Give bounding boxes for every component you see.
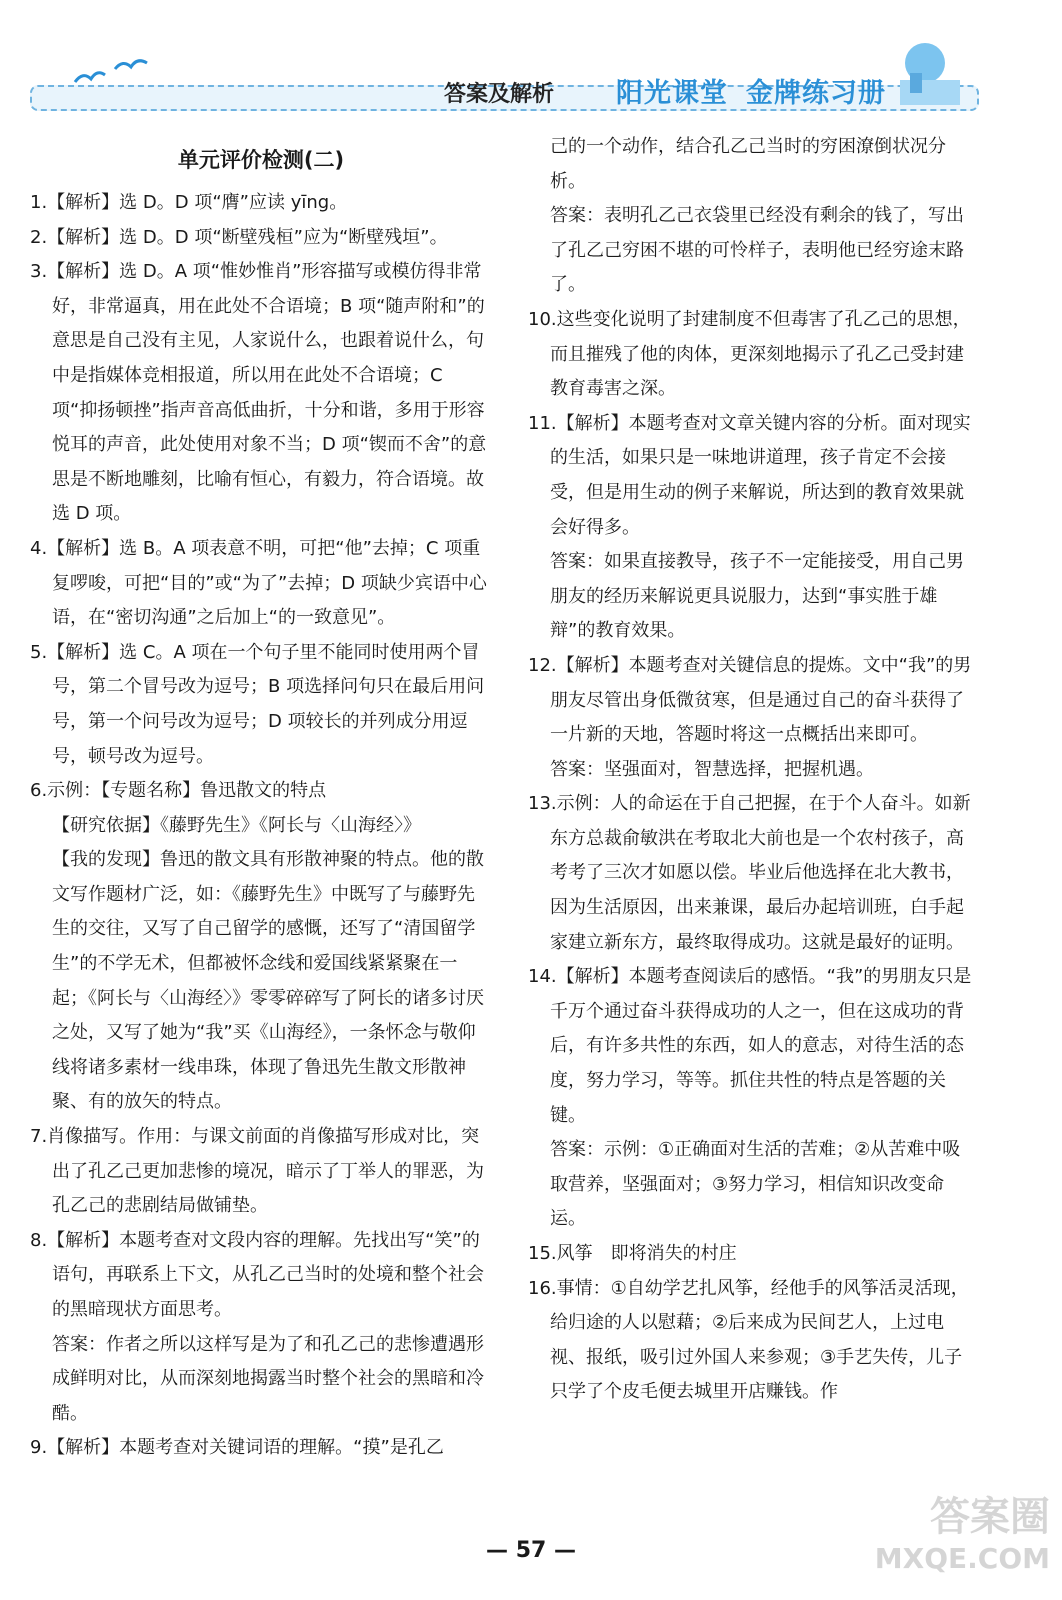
answer-item-6-basis: 【研究依据】《藤野先生》《阿长与〈山海经〉》	[52, 814, 421, 836]
answer-item-9: 9.【解析】本题考查对关键词语的理解。“摸”是孔乙	[30, 1437, 444, 1459]
answer-item-12-answer: 答案：坚强面对，智慧选择，把握机遇。	[550, 758, 874, 780]
seagull-icon	[65, 57, 155, 97]
page-header	[20, 55, 970, 109]
answer-item-5: 5.【解析】选 C。A 项在一个句子里不能同时使用两个冒号，第二个冒号改为逗号；B 项选择问句只在最后用问号，第一个问号改为逗号；D 项较长的并列成分用逗号，顿号改为逗号。	[30, 641, 485, 767]
answer-item-14: 14.【解析】本题考查阅读后的感悟。“我”的男朋友只是千万个通过奋斗获得成功的人之一，但在这成功的背后，有许多共性的东西，如人的意志，对待生活的态度，努力学习，等等。抓住共性的特点是答题的关键。	[528, 966, 972, 1126]
answer-item-16: 16.事情：①自幼学艺扎风筝，经他手的风筝活灵活现，给归途的人以慰藉；②后来成为民间艺人，上过电视、报纸，吸引过外国人来参观；③手艺失传，儿子只学了个皮毛便去城里开店赚钱。作	[528, 1277, 969, 1403]
answer-item-8-answer: 答案：作者之所以这样写是为了和孔乙己的悲惨遭遇形成鲜明对比，从而深刻地揭露当时整个社会的黑暗和冷酷。	[52, 1333, 484, 1424]
header-brand	[616, 71, 886, 110]
answer-item-9-cont: 己的一个动作，结合孔乙己当时的穷困潦倒状况分析。	[550, 136, 946, 192]
answer-item-3: 3.【解析】选 D。A 项“惟妙惟肖”形容描写或模仿得非常好，非常逼真，用在此处不合语境；B 项“随声附和”的意思是自己没有主见，人家说什么，也跟着说什么，句中是指媒体竞相报道，所以用在此处不合语境；C 项“抑扬顿挫”指声音高低曲折，十分和谐，多用于形容悦耳的声音，此处使用对象不当；D 项“锲而不舍”的意思是不断地雕刻，比喻有恒心，有毅力，符合语境。故选 D 项。	[30, 261, 487, 525]
header-answer-label: 答案及解析	[444, 82, 555, 107]
globe-icon	[870, 35, 980, 110]
answer-item-6: 6.示例：【专题名称】鲁迅散文的特点	[30, 780, 327, 802]
answer-item-12: 12.【解析】本题考查对关键信息的提炼。文中“我”的男朋友尽管出身低微贫寒，但是通过自己的奋斗获得了一片新的天地，答题时将这一点概括出来即可。	[528, 654, 972, 746]
answer-item-6-finding: 【我的发现】鲁迅的散文具有形散神聚的特点。他的散文写作题材广泛，如：《藤野先生》中既写了与藤野先生的交往，又写了自己留学的感慨，还写了“清国留学生”的不学无术，但都被怀念线和爱国线紧紧聚在一起；《阿长与〈山海经〉》零零碎碎写了阿长的诸多讨厌之处，又写了她为“我”买《山海经》，一条怀念与敬仰线将诸多素材一线串珠，体现了鲁迅先生散文形散神聚、有的放矢的特点。	[52, 849, 484, 1113]
answer-item-14-answer: 答案：示例：①正确面对生活的苦难；②从苦难中吸取营养，坚强面对；③努力学习，相信知识改变命运。	[550, 1139, 961, 1230]
answer-item-13: 13.示例：人的命运在于自己把握，在于个人奋斗。如新东方总裁俞敏洪在考取北大前也是一个农村孩子，高考考了三次才如愿以偿。毕业后他选择在北大教书，因为生活原因，出来兼课，最后办起培训班，白手起家建立新东方，最终取得成功。这就是最好的证明。	[528, 793, 971, 953]
answer-item-10: 10.这些变化说明了封建制度不但毒害了孔乙己的思想，而且摧残了他的肉体，更深刻地揭示了孔乙己受封建教育毒害之深。	[528, 308, 971, 400]
answer-item-7: 7.肖像描写。作用：与课文前面的肖像描写形成对比，突出了孔乙己更加悲惨的境况，暗示了丁举人的罪恶，为孔乙己的悲剧结局做铺垫。	[30, 1126, 484, 1217]
answer-item-15: 15.风筝 即将消失的村庄	[528, 1243, 737, 1264]
answer-item-9-answer: 答案：表明孔乙己衣袋里已经没有剩余的钱了，写出了孔乙己穷困不堪的可怜样子，表明他已经穷途末路了。	[550, 205, 964, 296]
answer-item-8: 8.【解析】本题考查对文段内容的理解。先找出写“笑”的语句，再联系上下文，从孔乙己当时的处境和整个社会的黑暗现状方面思考。	[30, 1229, 484, 1320]
answer-item-2: 2.【解析】选 D。D 项“断壁残桓”应为“断壁残垣”。	[30, 226, 448, 248]
page-number: — 57 —	[486, 1538, 576, 1563]
answer-item-11-answer: 答案：如果直接教导，孩子不一定能接受，用自己男朋友的经历来解说更具说服力，达到“事实胜于雄辩”的教育效果。	[550, 551, 964, 642]
left-column	[30, 130, 492, 1466]
right-column	[528, 130, 978, 1410]
answer-item-4: 4.【解析】选 B。A 项表意不明，可把“他”去掉；C 项重复啰唆，可把“目的”或“为了”去掉；D 项缺少宾语中心语，在“密切沟通”之后加上“的一致意见”。	[30, 537, 487, 629]
brand-title: 阳光课堂	[616, 78, 728, 109]
answer-item-1: 1.【解析】选 D。D 项“膺”应读 yīng。	[30, 192, 348, 213]
watermark-logo	[870, 1485, 1050, 1595]
watermark-text: 答案圈	[930, 1494, 1050, 1540]
section-title: 单元评价检测(二)	[177, 148, 345, 172]
brand-subtitle: 金牌练习册	[746, 78, 886, 109]
watermark-url: MXQE.COM	[874, 1542, 1050, 1575]
answer-item-11: 11.【解析】本题考查对文章关键内容的分析。面对现实的生活，如果只是一味地讲道理，孩子肯定不会接受，但是用生动的例子来解说，所达到的教育效果就会好得多。	[528, 412, 971, 538]
